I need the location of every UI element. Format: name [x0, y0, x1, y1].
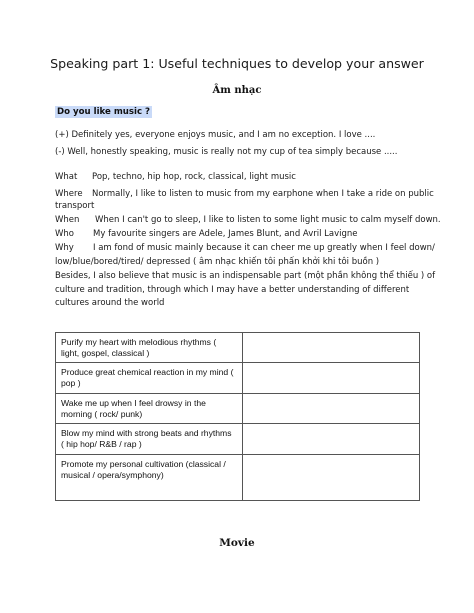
phrases-table [55, 332, 420, 501]
where-line [55, 189, 434, 199]
table-row [56, 393, 420, 423]
positive-answer: (+) Definitely yes, everyone enjoys music, and I am no exception. I love .... [55, 130, 376, 140]
table-row [56, 424, 420, 454]
besides-line-3: cultures around the world [55, 298, 165, 308]
besides-line-1: Besides, I also believe that music is an indispensable part (một phần không thể thiếu ) of [55, 271, 436, 281]
what-line [55, 172, 296, 182]
table-cell-blank [243, 424, 420, 454]
what-key: What [55, 172, 78, 182]
why-line [55, 243, 435, 253]
why-text: I am fond of music mainly because it can cheer me up greatly when I feel down/ [93, 243, 435, 253]
table-cell-phrase: Promote my personal cultivation (classical / musical / opera/symphony) [56, 454, 243, 500]
table-row [56, 363, 420, 393]
when-key: When [55, 215, 80, 225]
who-key: Who [55, 229, 74, 239]
table-cell-phrase: Produce great chemical reaction in my mind ( pop ) [56, 363, 243, 393]
when-text: When I can't go to sleep, I like to listen to some light music to calm myself down. [95, 215, 441, 225]
table-cell-blank [243, 454, 420, 500]
section-subtitle: Âm nhạc [212, 85, 262, 96]
who-line [55, 229, 358, 239]
who-text: My favourite singers are Adele, James Blunt, and Avril Lavigne [93, 229, 358, 239]
when-line [55, 215, 441, 225]
table-cell-phrase: Purify my heart with melodious rhythms ( light, gospel, classical ) [56, 333, 243, 363]
where-text: Normally, I like to listen to music from my earphone when I take a ride on public [92, 189, 434, 199]
why-continuation: low/blue/bored/tired/ depressed ( âm nhạc khiến tôi phấn khởi khi tôi buồn ) [55, 257, 380, 267]
question-highlight: Do you like music ? [57, 107, 151, 117]
what-text: Pop, techno, hip hop, rock, classical, light music [92, 172, 296, 182]
why-key: Why [55, 243, 74, 253]
negative-answer: (-) Well, honestly speaking, music is really not my cup of tea simply because ..... [55, 147, 398, 157]
where-key: Where [55, 189, 83, 199]
table-cell-blank [243, 393, 420, 423]
table-cell-blank [243, 333, 420, 363]
table-row [56, 333, 420, 363]
table-cell-phrase: Blow my mind with strong beats and rhythms ( hip hop/ R&B / rap ) [56, 424, 243, 454]
table-row [56, 454, 420, 500]
besides-line-2: culture and tradition, through which I may have a better understanding of different [55, 285, 410, 295]
table-cell-phrase: Wake me up when I feel drowsy in the morning ( rock/ punk) [56, 393, 243, 423]
page-title: Speaking part 1: Useful techniques to develop your answer [50, 56, 424, 71]
next-section-heading: Movie [219, 537, 255, 549]
table-cell-blank [243, 363, 420, 393]
where-continuation: transport [55, 201, 95, 211]
